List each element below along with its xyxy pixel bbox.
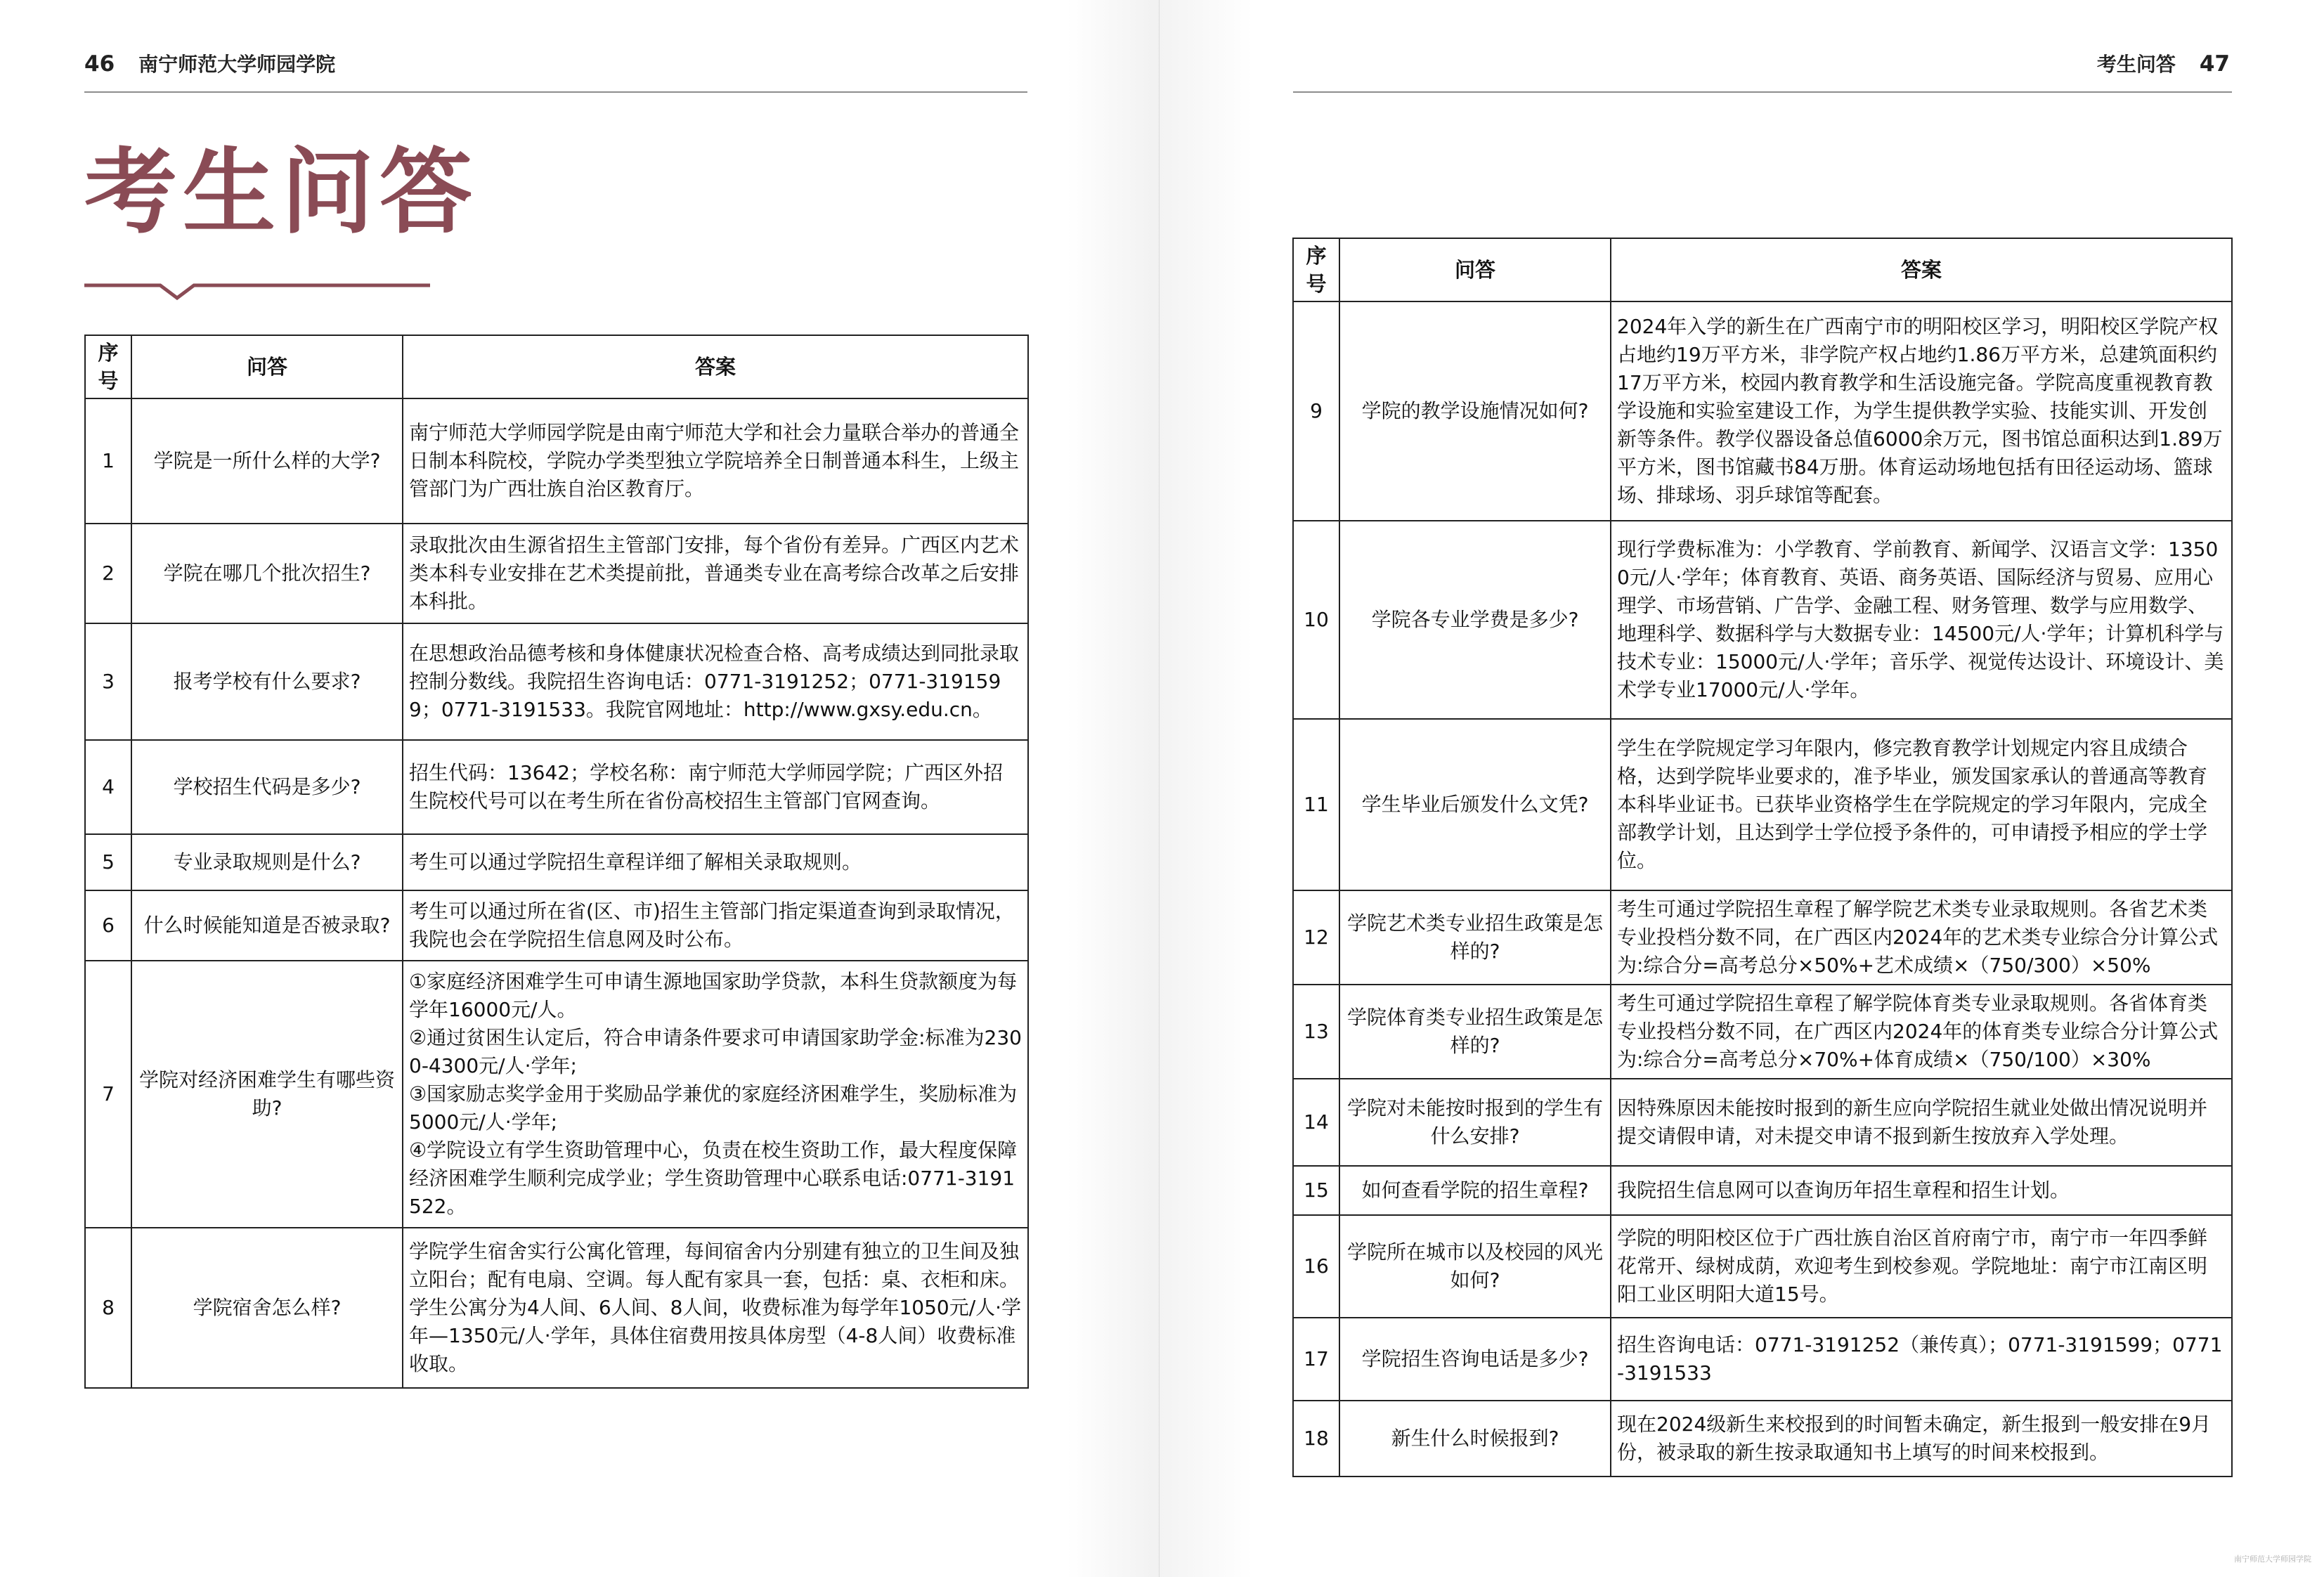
table-row xyxy=(85,524,1028,623)
right-running-header xyxy=(2097,49,2230,77)
row-answer: 考生可通过学院招生章程了解学院艺术类专业录取规则。各省艺术类专业投档分数不同，在广西区内2024年的艺术类专业综合分计算公式为:综合分=高考总分×50%+艺术成绩×（750/300）×50% xyxy=(1611,890,2232,985)
row-number: 12 xyxy=(1293,890,1339,985)
row-number: 5 xyxy=(85,834,131,890)
row-number: 15 xyxy=(1293,1166,1339,1215)
table-row xyxy=(1293,301,2232,521)
row-question: 专业录取规则是什么? xyxy=(131,834,403,890)
row-number: 8 xyxy=(85,1228,131,1388)
left-running-title: 南宁师范大学师园学院 xyxy=(138,53,336,76)
row-answer: 现在2024级新生来校报到的时间暂未确定，新生报到一般安排在9月份，被录取的新生按录取通知书上填写的时间来校报到。 xyxy=(1611,1401,2232,1477)
row-number: 6 xyxy=(85,890,131,961)
row-number: 3 xyxy=(85,623,131,740)
row-question: 学院体育类专业招生政策是怎样的? xyxy=(1339,985,1611,1079)
row-number: 9 xyxy=(1293,301,1339,521)
row-answer: 招生咨询电话：0771-3191252（兼传真）；0771-3191599；0771-3191533 xyxy=(1611,1318,2232,1401)
table-body-left xyxy=(85,398,1028,1388)
right-page-number: 47 xyxy=(2199,51,2230,77)
row-number: 2 xyxy=(85,524,131,623)
title-underline-chevron xyxy=(84,278,436,302)
header-answer: 答案 xyxy=(403,335,1028,398)
row-number: 11 xyxy=(1293,719,1339,890)
header-question: 问答 xyxy=(131,335,403,398)
table-row xyxy=(85,1228,1028,1388)
table-row xyxy=(85,398,1028,524)
qa-table-left xyxy=(84,335,1029,1389)
row-number: 10 xyxy=(1293,521,1339,719)
table-row xyxy=(1293,985,2232,1079)
row-question: 学院是一所什么样的大学? xyxy=(131,398,403,524)
table-row xyxy=(85,834,1028,890)
row-number: 14 xyxy=(1293,1079,1339,1166)
row-answer: 考生可以通过所在省(区、市)招生主管部门指定渠道查询到录取情况，我院也会在学院招生信息网及时公布。 xyxy=(403,890,1028,961)
header-question: 问答 xyxy=(1339,238,1611,301)
row-answer: 现行学费标准为：小学教育、学前教育、新闻学、汉语言文学：13500元/人·学年；体育教育、英语、商务英语、国际经济与贸易、应用心理学、市场营销、广告学、金融工程、财务管理、数学与应用数学、地理科学、数据科学与大数据专业：14500元/人·学年；计算机科学与技术专业：15000元/人·学年；音乐学、视觉传达设计、环境设计、美术学专业17000元/人·学年。 xyxy=(1611,521,2232,719)
row-answer: 因特殊原因未能按时报到的新生应向学院招生就业处做出情况说明并提交请假申请，对未提交申请不报到新生按放弃入学处理。 xyxy=(1611,1079,2232,1166)
table-row xyxy=(1293,890,2232,985)
header-answer: 答案 xyxy=(1611,238,2232,301)
row-question: 学院的教学设施情况如何? xyxy=(1339,301,1611,521)
left-header-rule xyxy=(84,91,1027,93)
row-number: 7 xyxy=(85,961,131,1228)
table-row xyxy=(1293,1215,2232,1318)
row-question: 学院所在城市以及校园的风光如何? xyxy=(1339,1215,1611,1318)
row-number: 18 xyxy=(1293,1401,1339,1477)
row-question: 学院对未能按时报到的学生有什么安排? xyxy=(1339,1079,1611,1166)
table-header-row xyxy=(85,335,1028,398)
row-question: 学院各专业学费是多少? xyxy=(1339,521,1611,719)
row-question: 报考学校有什么要求? xyxy=(131,623,403,740)
row-number: 16 xyxy=(1293,1215,1339,1318)
header-num: 序号 xyxy=(85,335,131,398)
row-answer: 录取批次由生源省招生主管部门安排，每个省份有差异。广西区内艺术类本科专业安排在艺术类提前批，普通类专业在高考综合改革之后安排本科批。 xyxy=(403,524,1028,623)
table-row xyxy=(1293,1079,2232,1166)
right-header-rule xyxy=(1293,91,2232,93)
row-number: 1 xyxy=(85,398,131,524)
left-page xyxy=(0,0,1160,1577)
row-question: 什么时候能知道是否被录取? xyxy=(131,890,403,961)
qa-table-right xyxy=(1292,238,2233,1477)
row-question: 如何查看学院的招生章程? xyxy=(1339,1166,1611,1215)
table-row xyxy=(1293,1166,2232,1215)
header-num: 序号 xyxy=(1293,238,1339,301)
row-answer: 考生可以通过学院招生章程详细了解相关录取规则。 xyxy=(403,834,1028,890)
row-question: 学院宿舍怎么样? xyxy=(131,1228,403,1388)
row-question: 新生什么时候报到? xyxy=(1339,1401,1611,1477)
table-row xyxy=(1293,1401,2232,1477)
section-title: 考生问答 xyxy=(84,138,478,247)
row-answer: ①家庭经济困难学生可申请生源地国家助学贷款，本科生贷款额度为每学年16000元/人。 ②通过贫困生认定后，符合申请条件要求可申请国家助学金:标准为2300-4300元/人·学年; ③国家励志奖学金用于奖励品学兼优的家庭经济困难学生，奖励标准为5000元/人·学年; ④学院设立有学生资助管理中心，负责在校生资助工作，最大程度保障经济困难学生顺利完成学业；学生资助管理中心联系电话:0771-3191522。 xyxy=(403,961,1028,1228)
row-number: 13 xyxy=(1293,985,1339,1079)
row-answer: 学院的明阳校区位于广西壮族自治区首府南宁市，南宁市一年四季鲜花常开、绿树成荫，欢迎考生到校参观。学院地址：南宁市江南区明阳工业区明阳大道15号。 xyxy=(1611,1215,2232,1318)
table-row xyxy=(85,961,1028,1228)
left-running-header xyxy=(84,49,335,77)
row-answer: 南宁师范大学师园学院是由南宁师范大学和社会力量联合举办的普通全日制本科院校，学院办学类型独立学院培养全日制普通本科生，上级主管部门为广西壮族自治区教育厅。 xyxy=(403,398,1028,524)
table-row xyxy=(85,740,1028,834)
table-row xyxy=(85,623,1028,740)
table-row xyxy=(1293,521,2232,719)
row-question: 学校招生代码是多少? xyxy=(131,740,403,834)
row-answer: 学院学生宿舍实行公寓化管理，每间宿舍内分别建有独立的卫生间及独立阳台；配有电扇、空调。每人配有家具一套，包括：桌、衣柜和床。学生公寓分为4人间、6人间、8人间，收费标准为每学年1050元/人·学年—1350元/人·学年，具体住宿费用按具体房型（4-8人间）收费标准收取。 xyxy=(403,1228,1028,1388)
table-row xyxy=(1293,719,2232,890)
table-header-row xyxy=(1293,238,2232,301)
row-answer: 2024年入学的新生在广西南宁市的明阳校区学习，明阳校区学院产权占地约19万平方米，非学院产权占地约1.86万平方米，总建筑面积约17万平方米，校园内教育教学和生活设施完备。学院高度重视教育教学设施和实验室建设工作，为学生提供教学实验、技能实训、开发创新等条件。教学仪器设备总值6000余万元，图书馆总面积达到1.89万平方米，图书馆藏书84万册。体育运动场地包括有田径运动场、篮球场、排球场、羽乒球馆等配套。 xyxy=(1611,301,2232,521)
row-answer: 招生代码：13642；学校名称：南宁师范大学师园学院；广西区外招生院校代号可以在考生所在省份高校招生主管部门官网查询。 xyxy=(403,740,1028,834)
row-question: 学院招生咨询电话是多少? xyxy=(1339,1318,1611,1401)
left-page-number: 46 xyxy=(84,51,115,77)
row-answer: 考生可通过学院招生章程了解学院体育类专业录取规则。各省体育类专业投档分数不同，在广西区内2024年的体育类专业综合分计算公式为:综合分=高考总分×70%+体育成绩×（750/100）×30% xyxy=(1611,985,2232,1079)
row-answer: 我院招生信息网可以查询历年招生章程和招生计划。 xyxy=(1611,1166,2232,1215)
row-question: 学院对经济困难学生有哪些资助? xyxy=(131,961,403,1228)
table-row xyxy=(85,890,1028,961)
row-number: 17 xyxy=(1293,1318,1339,1401)
row-number: 4 xyxy=(85,740,131,834)
row-question: 学院在哪几个批次招生? xyxy=(131,524,403,623)
footer-watermark: 南宁师范大学师园学院 xyxy=(2234,1555,2311,1564)
row-answer: 学生在学院规定学习年限内，修完教育教学计划规定内容且成绩合格，达到学院毕业要求的，准予毕业，颁发国家承认的普通高等教育本科毕业证书。已获毕业资格学生在学院规定的学习年限内，完成全部教学计划，且达到学士学位授予条件的，可申请授予相应的学士学位。 xyxy=(1611,719,2232,890)
row-question: 学院艺术类专业招生政策是怎样的? xyxy=(1339,890,1611,985)
row-answer: 在思想政治品德考核和身体健康状况检查合格、高考成绩达到同批录取控制分数线。我院招生咨询电话：0771-3191252；0771-3191599；0771-3191533。我院官网地址：http://www.gxsy.edu.cn。 xyxy=(403,623,1028,740)
right-running-title: 考生问答 xyxy=(2096,53,2176,76)
row-question: 学生毕业后颁发什么文凭? xyxy=(1339,719,1611,890)
table-body-right xyxy=(1293,301,2232,1477)
table-row xyxy=(1293,1318,2232,1401)
